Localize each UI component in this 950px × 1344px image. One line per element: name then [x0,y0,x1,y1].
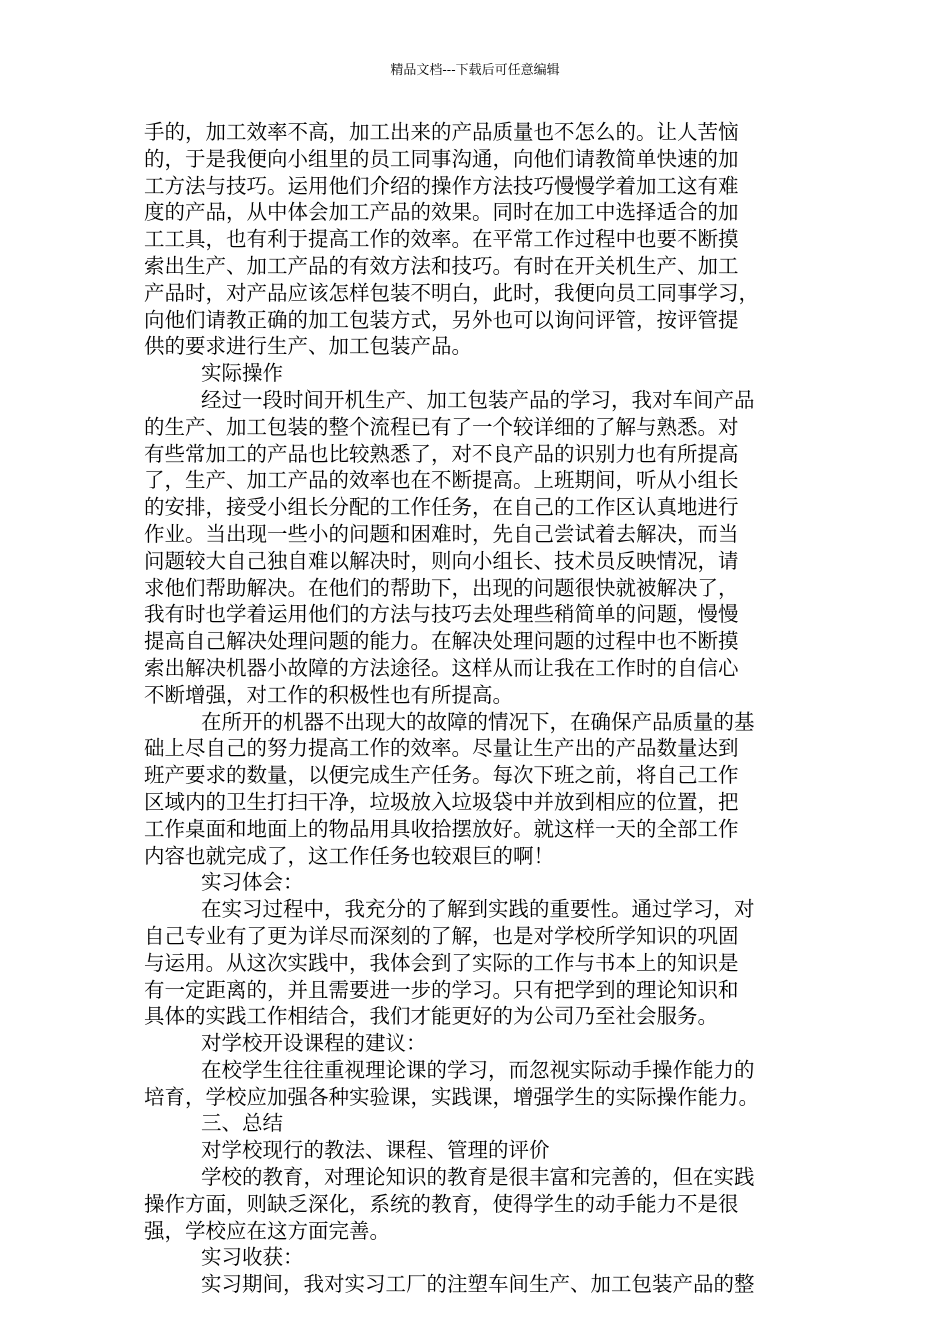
text-line: 对学校开设课程的建议： [201,1031,427,1056]
text-line: 在所开的机器不出现大的故障的情况下，在确保产品质量的基 [201,709,755,734]
text-line: 问题较大自己独自难以解决时，则向小组长、技术员反映情况，请 [144,548,739,573]
text-line: 工工具，也有利于提高工作的效率。在平常工作过程中也要不断摸 [144,227,739,252]
text-line: 与运用。从这次实践中，我体会到了实际的工作与书本上的知识是 [144,950,739,975]
text-line: 对学校现行的教法、课程、管理的评价 [201,1138,550,1163]
text-line: 学校的教育，对理论知识的教育是很丰富和完善的，但在实践 [201,1165,755,1190]
text-line: 在校学生往往重视理论课的学习，而忽视实际动手操作能力的 [201,1057,755,1082]
text-line: 手的，加工效率不高，加工出来的产品质量也不怎么的。让人苦恼 [144,120,739,144]
text-line: 不断增强，对工作的积极性也有所提高。 [144,682,513,707]
text-line: 提高自己解决处理问题的能力。在解决处理问题的过程中也不断摸 [144,629,739,654]
text-line: 础上尽自己的努力提高工作的效率。尽量让生产出的产品数量达到 [144,736,739,761]
text-line: 工作桌面和地面上的物品用具收拾摆放好。就这样一天的全部工作 [144,816,739,841]
text-line: 了，生产、加工产品的效率也在不断提高。上班期间，听从小组长 [144,468,739,493]
text-line: 班产要求的数量，以便完成生产任务。每次下班之前，将自己工作 [144,763,739,788]
text-line: 供的要求进行生产、加工包装产品。 [144,334,472,359]
text-line: 在实习过程中，我充分的了解到实践的重要性。通过学习，对 [201,897,755,922]
text-line: 向他们请教正确的加工包装方式，另外也可以询问评管，按评管提 [144,307,739,332]
text-line: 强，学校应在这方面完善。 [144,1218,390,1243]
text-line: 索出生产、加工产品的有效方法和技巧。有时在开关机生产、加工 [144,253,739,278]
text-line: 作业。当出现一些小的问题和困难时，先自己尝试着去解决，而当 [144,521,739,546]
text-line: 区域内的卫生打扫干净，垃圾放入垃圾袋中并放到相应的位置，把 [144,789,739,814]
text-line: 实习体会： [201,870,304,895]
text-line: 经过一段时间开机生产、加工包装产品的学习，我对车间产品 [201,387,755,412]
text-line: 有一定距离的，并且需要进一步的学习。只有把学到的理论知识和 [144,977,739,1002]
text-line: 度的产品，从中体会加工产品的效果。同时在加工中选择适合的加 [144,200,739,225]
text-line: 培育，学校应加强各种实验课，实践课，增强学生的实际操作能力。 [144,1084,759,1109]
text-line: 自己专业有了更为详尽而深刻的了解，也是对学校所学知识的巩固 [144,923,739,948]
text-line: 实习期间，我对实习工厂的注塑车间生产、加工包装产品的整 [201,1272,755,1297]
document-body [144,119,808,1298]
text-line: 的生产、加工包装的整个流程已有了一个较详细的了解与熟悉。对 [144,414,739,439]
text-line: 的，于是我便向小组里的员工同事沟通，向他们请教简单快速的加 [144,146,739,171]
text-line: 的安排，接受小组长分配的工作任务，在自己的工作区认真地进行 [144,495,739,520]
text-line: 具体的实践工作相结合，我们才能更好的为公司乃至社会服务。 [144,1004,718,1029]
text-line: 实习收获： [201,1245,304,1270]
text-line: 工方法与技巧。运用他们介绍的操作方法技巧慢慢学着加工这有难 [144,173,739,198]
text-line: 三、总结 [201,1111,283,1136]
text-line: 产品时，对产品应该怎样包装不明白，此时，我便向员工同事学习， [144,280,759,305]
text-line: 有些常加工的产品也比较熟悉了，对不良产品的识别力也有所提高 [144,441,739,466]
text-line: 操作方面，则缺乏深化，系统的教育，使得学生的动手能力不是很 [144,1191,739,1216]
text-line: 实际操作 [201,361,283,386]
text-line: 求他们帮助解决。在他们的帮助下，出现的问题很快就被解决了， [144,575,739,600]
text-line: 我有时也学着运用他们的方法与技巧去处理些稍简单的问题，慢慢 [144,602,739,627]
text-line: 内容也就完成了，这工作任务也较艰巨的啊！ [144,843,554,868]
text-line: 索出解决机器小故障的方法途径。这样从而让我在工作时的自信心 [144,655,739,680]
page-header: 精品文档---下载后可任意编辑 [390,63,560,78]
